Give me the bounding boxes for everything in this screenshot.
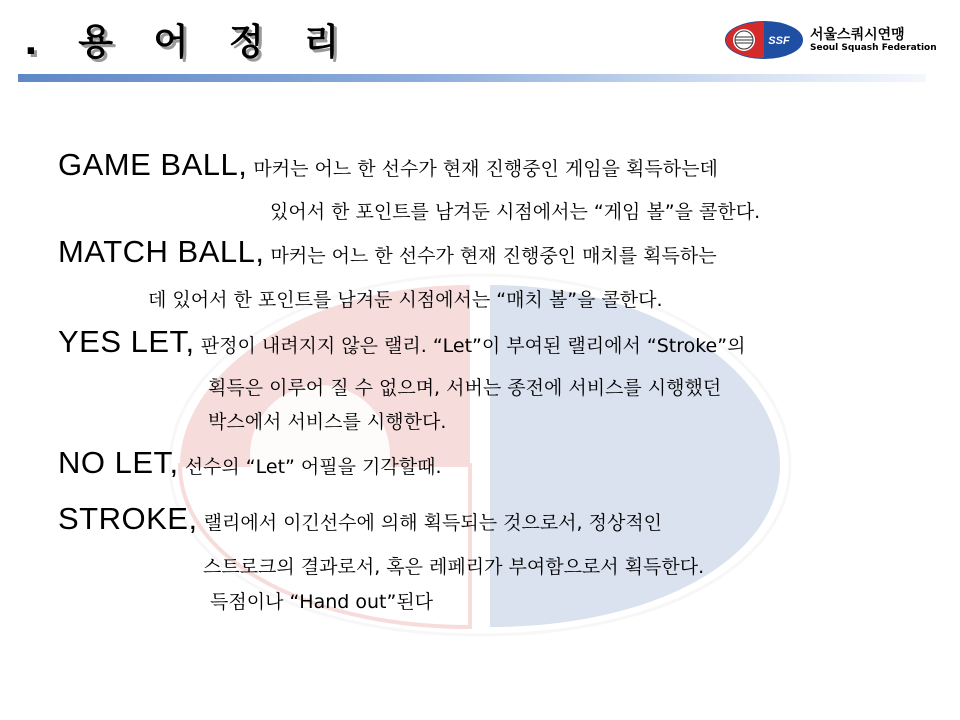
term-description-line: 랠리에서 이긴선수에 의해 획득되는 것으로서, 정상적인 — [203, 512, 663, 534]
term-line — [58, 147, 718, 182]
term-description-line: 있어서 한 포인트를 남겨둔 시점에서는 “게임 볼”을 콜한다. — [270, 201, 761, 223]
ssf-emblem-icon — [724, 20, 804, 60]
term-line — [58, 234, 717, 269]
term-description-line: 마커는 어느 한 선수가 현재 진행중인 게임을 획득하는데 — [253, 158, 718, 180]
term-line — [58, 501, 663, 536]
title-underline-bar — [18, 74, 926, 82]
term-description-line: 스트로크의 결과로서, 혹은 레페리가 부여함으로서 획득한다. — [203, 556, 705, 578]
logo-name-english: Seoul Squash Federation — [810, 42, 937, 53]
page-title: . 용 어 정 리 — [24, 22, 353, 63]
logo-text — [810, 27, 937, 54]
term-name: YES LET, — [58, 324, 195, 359]
term-name: GAME BALL, — [58, 147, 248, 182]
term-line — [58, 324, 746, 359]
term-description-line: 판정이 내려지지 않은 랠리. “Let”이 부여된 랠리에서 “Stroke”의 — [200, 335, 746, 357]
term-description-line: 득점이나 “Hand out”된다 — [210, 591, 434, 613]
term-line — [58, 445, 442, 480]
federation-logo — [724, 20, 937, 60]
term-description-line: 마커는 어느 한 선수가 현재 진행중인 매치를 획득하는 — [270, 245, 717, 267]
term-description-line: 획득은 이루어 질 수 없으며, 서버는 종전에 서비스를 시행했던 — [208, 377, 722, 399]
term-description-line: 선수의 “Let” 어필을 기각할때. — [184, 456, 442, 478]
term-name: STROKE, — [58, 501, 198, 536]
term-name: MATCH BALL, — [58, 234, 265, 269]
term-name: NO LET, — [58, 445, 179, 480]
logo-name-korean: 서울스쿼시연맹 — [810, 26, 905, 43]
term-description-line: 데 있어서 한 포인트를 남겨둔 시점에서는 “매치 볼”을 콜한다. — [148, 289, 663, 311]
term-description-line: 박스에서 서비스를 시행한다. — [208, 411, 447, 433]
emblem-text: SSF — [768, 35, 790, 47]
